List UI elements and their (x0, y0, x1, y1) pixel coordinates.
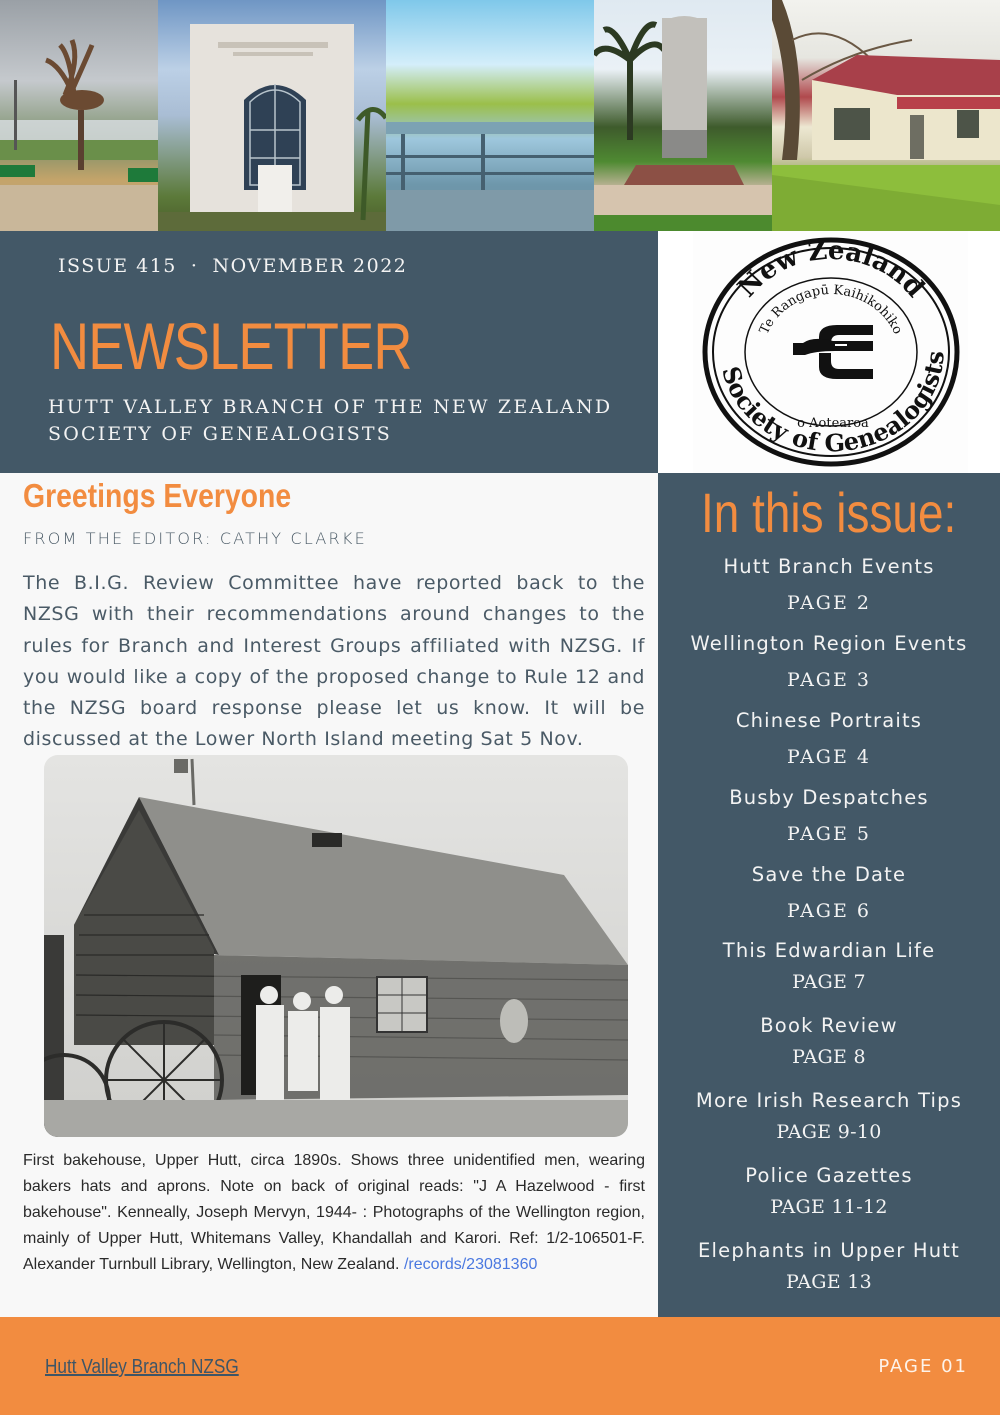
toc-item-elephants-in-upper-hutt[interactable] (658, 1234, 1000, 1297)
separator: · (190, 255, 199, 277)
main-article (0, 473, 658, 1317)
toc-page: PAGE 2 (787, 592, 871, 614)
toc-page: PAGE 6 (787, 900, 871, 922)
toc-page: PAGE 13 (785, 1271, 873, 1293)
nzsg-logo (693, 231, 968, 473)
toc-title: Elephants in Upper Hutt (698, 1239, 960, 1262)
svg-text:o Aotearoa: o Aotearoa (797, 416, 869, 431)
branch-name-line-1: HUTT VALLEY BRANCH OF THE NEW ZEALAND (48, 396, 613, 418)
svg-text:New Zealand: New Zealand (732, 235, 930, 304)
branch-name-line-2: SOCIETY OF GENEALOGISTS (48, 423, 393, 445)
article-body: The B.I.G. Review Committee have reported back to the NZSG with their recommendations around changes to the rules for Branch and Interest Groups affiliated with NZSG. If you would like a copy of the proposed change to Rule 12 and the NZSG board response please let us know. It will be discussed at the Lower North Island meeting Sat 5 Nov. (23, 572, 645, 751)
masthead (0, 231, 658, 473)
toc-item-save-the-date[interactable] (658, 857, 1000, 929)
toc-title: Save the Date (751, 863, 907, 886)
toc-title: Police Gazettes (745, 1164, 913, 1187)
toc-item-busby-despatches[interactable] (658, 780, 1000, 852)
record-link[interactable]: /records/23081360 (403, 1256, 538, 1273)
toc-page: PAGE 8 (792, 1046, 866, 1068)
issue-date: NOVEMBER 2022 (212, 255, 408, 277)
cottage-photo (772, 0, 1000, 231)
fantail-sculpture-photo (0, 0, 158, 231)
toc-item-chinese-portraits[interactable] (658, 703, 1000, 775)
toc-title: Busby Despatches (729, 786, 929, 809)
in-this-issue-sidebar (658, 473, 1000, 1317)
toc-item-more-irish-research-tips[interactable] (658, 1084, 1000, 1147)
svg-text:Te Rangapū Kaihikohiko: Te Rangapū Kaihikohiko (756, 282, 906, 337)
toc-title: This Edwardian Life (722, 939, 936, 962)
editor-byline: FROM THE EDITOR: CATHY CLARKE (23, 529, 367, 548)
war-memorial-photo (594, 0, 772, 231)
table-of-contents (658, 549, 1000, 1297)
river-bridge-photo (386, 0, 594, 231)
memorial-building-photo (158, 0, 386, 231)
photo-caption (23, 1148, 645, 1278)
toc-page: PAGE 3 (787, 669, 871, 691)
toc-title: More Irish Research Tips (695, 1089, 963, 1112)
issue-number: ISSUE 415 (58, 255, 177, 277)
toc-item-hutt-branch-events[interactable] (658, 549, 1000, 621)
toc-title: Wellington Region Events (690, 632, 968, 655)
toc-page: PAGE 9-10 (776, 1121, 882, 1143)
caption-text: First bakehouse, Upper Hutt, circa 1890s. Shows three unidentified men, wearing bakers hats and aprons. Note on back of original reads: "J A Hazelwood - first bakehouse". Kenneally, Joseph Mervyn, 1944- : Photographs of the Wellington region, mainly of Upper Hutt, Whitemans Valley, Khandallah and Karori. Ref: 1/2-106501-F. Alexander Turnbull Library, Wellington, New Zealand. (23, 1152, 645, 1273)
toc-page: PAGE 4 (787, 746, 871, 768)
toc-title: Hutt Branch Events (723, 555, 935, 578)
article-title: Greetings Everyone (23, 477, 292, 514)
footer-branch-link[interactable]: Hutt Valley Branch NZSG (45, 1356, 239, 1378)
toc-page: PAGE 11-12 (770, 1196, 888, 1218)
newsletter-title: NEWSLETTER (50, 309, 412, 383)
toc-title: Chinese Portraits (735, 709, 923, 732)
page-footer (0, 1317, 1000, 1415)
page-number: PAGE 01 (878, 1356, 968, 1377)
toc-page: PAGE 7 (792, 971, 866, 993)
toc-page: PAGE 5 (787, 823, 871, 845)
toc-item-police-gazettes[interactable] (658, 1159, 1000, 1222)
svg-text:Society of Genealogists: Society of Genealogists (716, 349, 950, 458)
bakehouse-photo (44, 755, 628, 1137)
toc-item-wellington-region-events[interactable] (658, 626, 1000, 698)
issue-line (58, 255, 407, 277)
toc-item-book-review[interactable] (658, 1009, 1000, 1072)
toc-title: Book Review (760, 1014, 898, 1037)
toc-item-this-edwardian-life[interactable] (658, 934, 1000, 997)
header-photo-strip (0, 0, 1000, 231)
sidebar-title: In this issue: (701, 481, 957, 544)
